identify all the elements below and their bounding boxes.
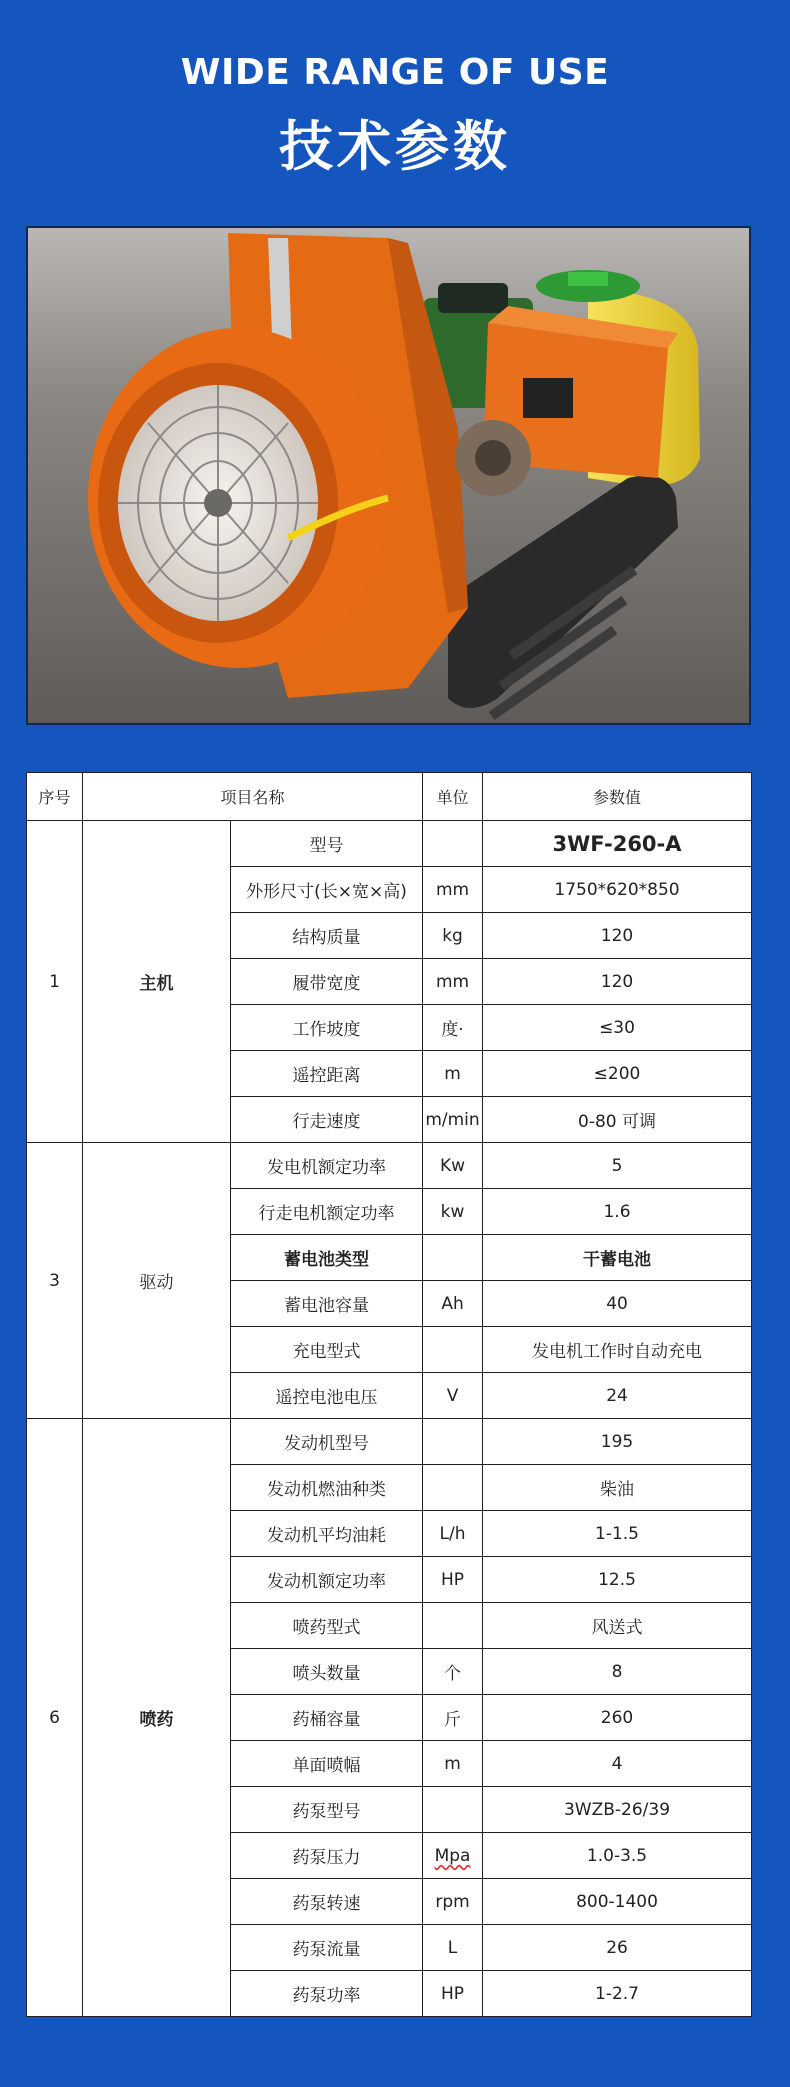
- row-value: ≤30: [483, 1005, 752, 1051]
- row-value: 260: [483, 1695, 752, 1741]
- header-unit: 单位: [423, 773, 483, 821]
- row-value: 120: [483, 959, 752, 1005]
- table-row: [27, 1143, 752, 1189]
- row-item: 蓄电池容量: [231, 1281, 423, 1327]
- row-item: 药泵型号: [231, 1787, 423, 1833]
- row-unit: Kw: [423, 1143, 483, 1189]
- product-photo: [26, 226, 751, 725]
- header-title-en: WIDE RANGE OF USE: [180, 52, 610, 93]
- row-value: 0-80 可调: [483, 1097, 752, 1143]
- row-value: 26: [483, 1925, 752, 1971]
- row-value: 195: [483, 1419, 752, 1465]
- row-item: 发电机额定功率: [231, 1143, 423, 1189]
- row-unit: [423, 1603, 483, 1649]
- row-item: 药泵功率: [231, 1971, 423, 2017]
- row-value: 8: [483, 1649, 752, 1695]
- row-value: 1.6: [483, 1189, 752, 1235]
- row-unit: [423, 1833, 483, 1879]
- row-item: 发动机平均油耗: [231, 1511, 423, 1557]
- row-value: ≤200: [483, 1051, 752, 1097]
- header-title-cn: 技术参数: [279, 115, 511, 178]
- row-unit: mm: [423, 867, 483, 913]
- row-item: 型号: [231, 821, 423, 867]
- row-unit: HP: [423, 1971, 483, 2017]
- row-unit: kg: [423, 913, 483, 959]
- row-item: 外形尺寸(长×宽×高): [231, 867, 423, 913]
- row-item: 行走速度: [231, 1097, 423, 1143]
- row-value: 40: [483, 1281, 752, 1327]
- row-value: 3WF-260-A: [483, 821, 752, 867]
- header-item: 项目名称: [83, 773, 423, 821]
- row-item: 蓄电池类型: [231, 1235, 423, 1281]
- row-unit: L/h: [423, 1511, 483, 1557]
- row-value: 1.0-3.5: [483, 1833, 752, 1879]
- row-unit: 度·: [423, 1005, 483, 1051]
- row-value: 3WZB-26/39: [483, 1787, 752, 1833]
- row-item: 工作坡度: [231, 1005, 423, 1051]
- row-unit: [423, 821, 483, 867]
- row-item: 药泵流量: [231, 1925, 423, 1971]
- row-item: 发动机型号: [231, 1419, 423, 1465]
- row-item: 发动机额定功率: [231, 1557, 423, 1603]
- row-unit: rpm: [423, 1879, 483, 1925]
- row-unit: m: [423, 1741, 483, 1787]
- sprayer-illustration: [28, 228, 749, 723]
- row-value: 1-1.5: [483, 1511, 752, 1557]
- row-value: 1-2.7: [483, 1971, 752, 2017]
- group-name: 主机: [83, 821, 231, 1143]
- row-unit: HP: [423, 1557, 483, 1603]
- row-item: 药泵压力: [231, 1833, 423, 1879]
- unit-text: Mpa: [434, 1845, 471, 1866]
- row-value: 4: [483, 1741, 752, 1787]
- row-unit: [423, 1327, 483, 1373]
- table-row: [27, 1419, 752, 1465]
- row-value: 120: [483, 913, 752, 959]
- spec-table: [26, 772, 752, 2017]
- row-item: 发动机燃油种类: [231, 1465, 423, 1511]
- row-unit: m: [423, 1051, 483, 1097]
- row-unit: mm: [423, 959, 483, 1005]
- header-seq: 序号: [27, 773, 83, 821]
- table-header-row: [27, 773, 752, 821]
- row-value: 柴油: [483, 1465, 752, 1511]
- row-item: 药桶容量: [231, 1695, 423, 1741]
- row-item: 履带宽度: [231, 959, 423, 1005]
- row-value: 800-1400: [483, 1879, 752, 1925]
- row-item: 药泵转速: [231, 1879, 423, 1925]
- row-item: 充电型式: [231, 1327, 423, 1373]
- row-item: 遥控距离: [231, 1051, 423, 1097]
- row-value: 发电机工作时自动充电: [483, 1327, 752, 1373]
- group-seq: 3: [27, 1143, 83, 1419]
- row-value: 5: [483, 1143, 752, 1189]
- row-item: 单面喷幅: [231, 1741, 423, 1787]
- row-item: 遥控电池电压: [231, 1373, 423, 1419]
- group-name: 喷药: [83, 1419, 231, 2017]
- row-value: 干蓄电池: [483, 1235, 752, 1281]
- row-value: 风送式: [483, 1603, 752, 1649]
- row-unit: L: [423, 1925, 483, 1971]
- row-unit: V: [423, 1373, 483, 1419]
- row-value: 24: [483, 1373, 752, 1419]
- row-unit: [423, 1465, 483, 1511]
- row-item: 行走电机额定功率: [231, 1189, 423, 1235]
- row-item: 喷药型式: [231, 1603, 423, 1649]
- row-unit: Ah: [423, 1281, 483, 1327]
- table-row: [27, 821, 752, 867]
- row-value: 1750*620*850: [483, 867, 752, 913]
- group-seq: 6: [27, 1419, 83, 2017]
- row-value: 12.5: [483, 1557, 752, 1603]
- group-seq: 1: [27, 821, 83, 1143]
- row-unit: 个: [423, 1649, 483, 1695]
- row-unit: kw: [423, 1189, 483, 1235]
- row-unit: [423, 1419, 483, 1465]
- row-unit: [423, 1235, 483, 1281]
- row-item: 结构质量: [231, 913, 423, 959]
- row-unit: [423, 1787, 483, 1833]
- row-item: 喷头数量: [231, 1649, 423, 1695]
- row-unit: m/min: [423, 1097, 483, 1143]
- header-value: 参数值: [483, 773, 752, 821]
- group-name: 驱动: [83, 1143, 231, 1419]
- row-unit: 斤: [423, 1695, 483, 1741]
